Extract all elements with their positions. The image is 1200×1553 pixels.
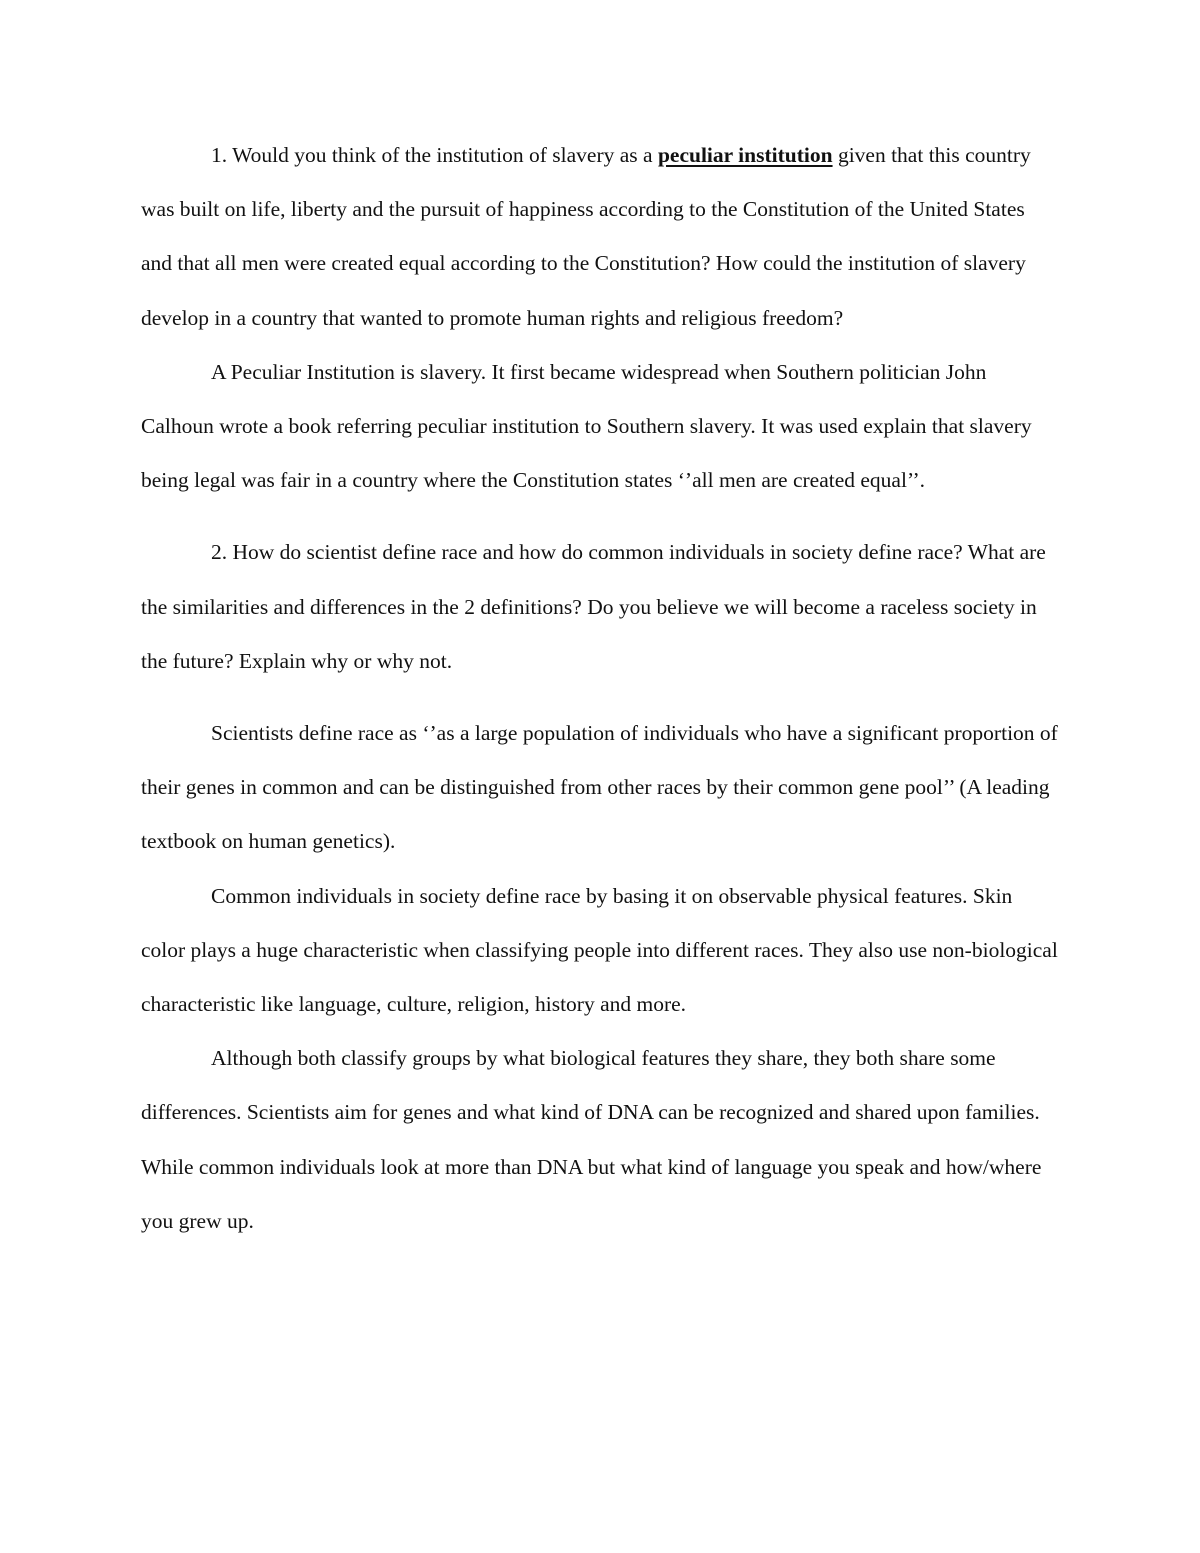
question-1	[141, 128, 1061, 345]
question-1-intro: 1. Would you think of the institution of slavery as a	[211, 143, 658, 167]
peculiar-institution-term: peculiar institution	[657, 143, 833, 167]
answer-1: A Peculiar Institution is slavery. It first became widespread when Southern politician John Calhoun wrote a book referring peculiar institution to Southern slavery. It was used explain that slavery being legal was fair in a country where the Constitution states ‘’all men are created equal’’.	[141, 359, 1032, 493]
answer-2-comparison: Although both classify groups by what biological features they share, they both share some differences. Scientists aim for genes and what kind of DNA can be recognized and shared upon families. While common individuals look at more than DNA but what kind of language you speak and how/where you grew up.	[141, 1046, 1042, 1233]
answer-2-common-individuals: Common individuals in society define race by basing it on observable physical features. Skin color plays a huge characteristic when classifying people into different races. They also use non-biological characteristic like language, culture, religion, history and more.	[141, 883, 1058, 1017]
question-1-rest: given that this country was built on life, liberty and the pursuit of happiness according to the Constitution of the United States and that all men were created equal according to the Constitution? How could the institution of slavery develop in a country that wanted to promote human rights and religious freedom?	[141, 143, 1031, 330]
document-body	[141, 128, 1061, 1248]
question-2: 2. How do scientist define race and how do common individuals in society define race? What are the similarities and differences in the 2 definitions? Do you believe we will become a raceless society in the future? Explain why or why not.	[141, 540, 1046, 673]
answer-2-scientists: Scientists define race as ‘’as a large population of individuals who have a significant proportion of their genes in common and can be distinguished from other races by their common gene pool’’ (A leading textbook on human genetics).	[141, 721, 1058, 854]
